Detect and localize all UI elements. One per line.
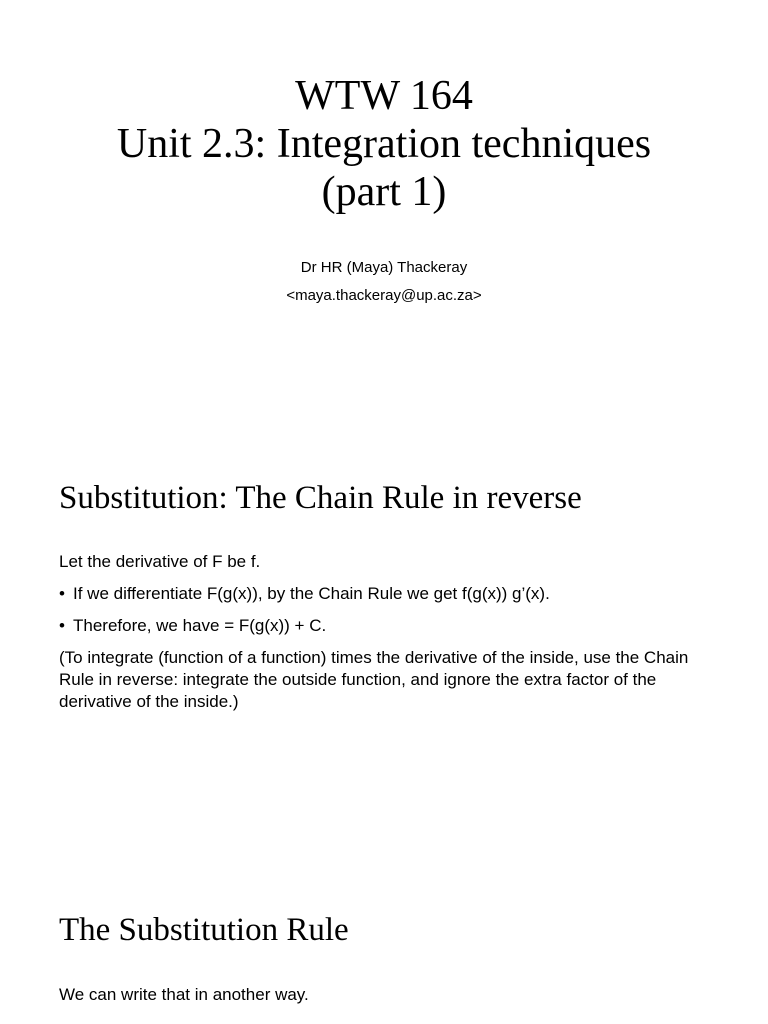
chain-rule-slide bbox=[0, 434, 768, 868]
intro-text: Let the derivative of F be f. bbox=[59, 552, 261, 571]
substitution-rule-slide bbox=[0, 868, 768, 1024]
part-label: (part 1) bbox=[321, 169, 447, 215]
unit-title: Unit 2.3: Integration techniques bbox=[116, 121, 652, 167]
author-email: <maya.thackeray@up.ac.za> bbox=[286, 287, 482, 304]
slide-heading: Substitution: The Chain Rule in reverse bbox=[59, 480, 582, 516]
bullet-item bbox=[59, 583, 719, 605]
course-code: WTW 164 bbox=[295, 73, 473, 119]
slide-body bbox=[59, 551, 719, 713]
note-text: (To integrate (function of a function) times the derivative of the inside, use the Chain Rule in reverse: integrate the outside function, and ignore the extra factor of the derivative of the inside.) bbox=[59, 648, 689, 711]
slide-body bbox=[59, 984, 719, 1016]
bullet-text: If we differentiate F(g(x)), by the Chain Rule we get f(g(x)) g’(x). bbox=[73, 584, 550, 603]
bullet-icon: • bbox=[59, 616, 65, 635]
intro-text: We can write that in another way. bbox=[59, 985, 309, 1004]
bullet-item bbox=[59, 615, 719, 637]
author-block bbox=[0, 254, 768, 310]
bullet-icon: • bbox=[59, 584, 65, 603]
author-name: Dr HR (Maya) Thackeray bbox=[300, 259, 468, 276]
bullet-text: Therefore, we have = F(g(x)) + C. bbox=[73, 616, 327, 635]
title-slide bbox=[0, 0, 768, 434]
slide-heading: The Substitution Rule bbox=[59, 912, 349, 948]
slide-title bbox=[0, 72, 768, 216]
